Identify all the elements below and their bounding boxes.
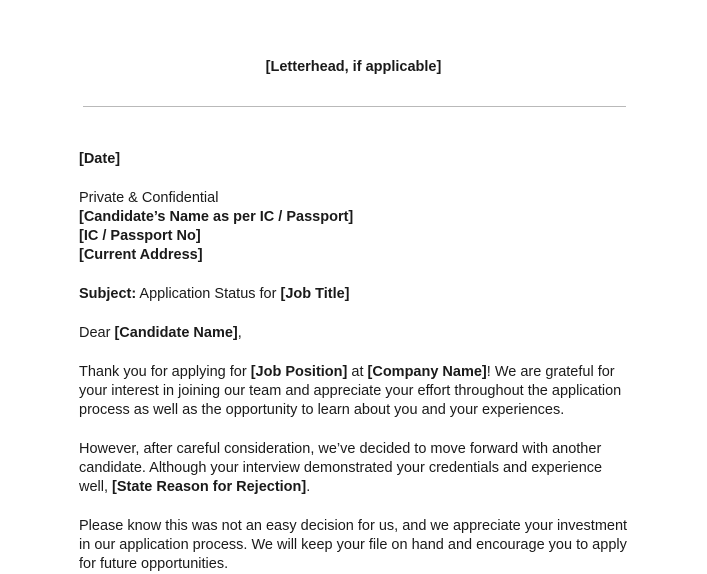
para3-line1: Please know this was not an easy decision for us, and we appreciate your investment [79,518,628,534]
salutation-name: [Candidate Name] [114,325,238,341]
address-placeholder: [Current Address] [79,247,203,263]
candidate-name-placeholder: [Candidate’s Name as per IC / Passport] [79,209,354,225]
job-position-placeholder: [Job Position] [250,364,348,380]
divider [83,106,626,107]
para2-line2: candidate. Although your interview demonstrated your credentials and experience [79,460,603,476]
date-placeholder: [Date] [79,151,121,167]
para2-text-b: . [306,479,311,495]
para2-text-a: well, [79,479,113,495]
rejection-reason-placeholder: [State Reason for Rejection] [112,479,307,495]
company-name-placeholder: [Company Name] [367,364,487,380]
para3-line2: in our application process. We will keep your file on hand and encourage you to apply [79,537,627,553]
confidential-label: Private & Confidential [79,190,219,206]
salutation-comma: , [237,325,242,341]
para3-line3: for future opportunities. [79,556,229,572]
para1-text-a: Thank you for applying for [79,364,251,380]
job-title-placeholder: [Job Title] [280,286,350,302]
id-number-placeholder: [IC / Passport No] [79,228,201,244]
para1-text-c: ! We are grateful for [486,364,615,380]
paragraph-closing [79,517,629,574]
letter-body [79,150,629,574]
salutation-dear: Dear [79,325,115,341]
paragraph-thanks [79,363,629,420]
subject-line [79,285,629,304]
para1-text-b: at [347,364,368,380]
para2-line1: However, after careful consideration, we’ve decided to move forward with another [79,441,602,457]
subject-text: Application Status for [136,286,281,302]
para1-line3: process as well as the opportunity to learn about you and your experiences. [79,402,565,418]
paragraph-decision [79,440,629,497]
letterhead: [Letterhead, if applicable] [265,59,442,75]
para1-line2: your interest in joining our team and appreciate your effort throughout the application [79,383,622,399]
salutation [79,324,629,343]
subject-label: Subject: [79,286,137,302]
